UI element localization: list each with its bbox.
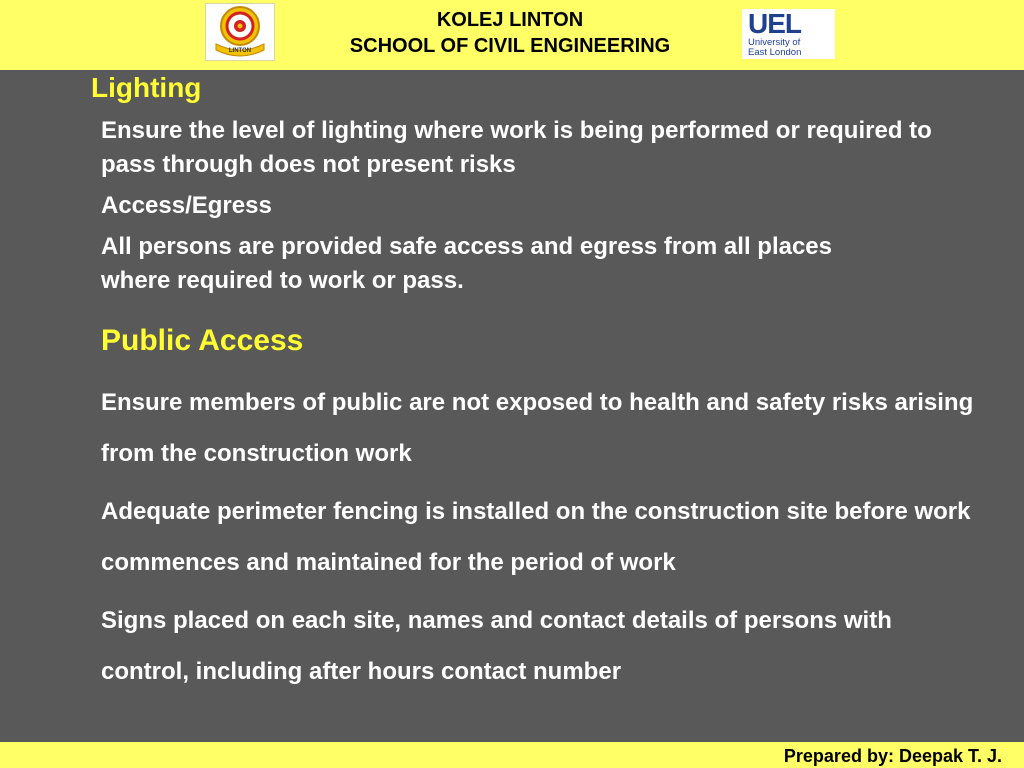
- uel-logo-letters: UEL: [748, 8, 801, 39]
- public-access-heading: Public Access: [101, 324, 304, 357]
- public-access-item: Signs placed on each site, names and contact details of persons with control, including after hours contact number: [101, 607, 892, 685]
- lighting-heading: Lighting: [91, 72, 202, 103]
- college-name: KOLEJ LINTON: [436, 9, 584, 31]
- access-egress-heading: Access/Egress: [101, 192, 272, 219]
- uel-logo-subtitle: University of East London: [748, 37, 802, 58]
- prepared-by-credit: Prepared by: Deepak T. J.: [783, 746, 1002, 766]
- lighting-text: Ensure the level of lighting where work is being performed or required to pass through does not present risks: [101, 117, 932, 178]
- public-access-item: Ensure members of public are not exposed to health and safety risks arising from the construction work: [101, 389, 974, 467]
- school-name: SCHOOL OF CIVIL ENGINEERING: [349, 35, 671, 57]
- public-access-item: Adequate perimeter fencing is installed on the construction site before work commences and maintained for the period of work: [101, 498, 971, 576]
- access-egress-text: All persons are provided safe access and egress from all places where required to work or pass.: [101, 233, 833, 294]
- svg-text:LINTON: LINTON: [228, 48, 252, 54]
- footer-bar: [0, 742, 1024, 768]
